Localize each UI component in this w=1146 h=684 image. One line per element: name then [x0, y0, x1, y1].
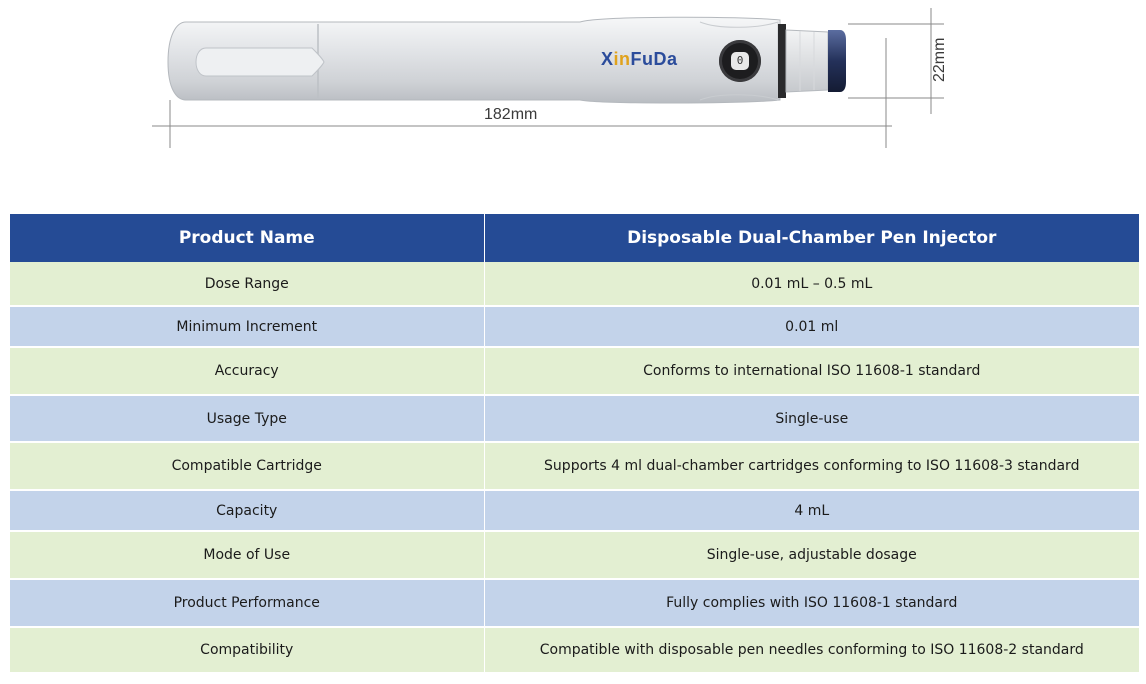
pen-clip	[196, 48, 324, 76]
table-row	[10, 347, 1139, 395]
spec-table	[10, 214, 1139, 674]
table-row	[10, 442, 1139, 490]
pen-cap	[828, 30, 846, 92]
row-value: Supports 4 ml dual-chamber cartridges conforming to ISO 11608-3 standard	[484, 442, 1139, 490]
table-header-row	[10, 214, 1139, 262]
header-label-cell: Product Name	[10, 214, 484, 262]
pen-ring	[778, 24, 786, 98]
row-label: Mode of Use	[10, 531, 484, 579]
row-value: Conforms to international ISO 11608-1 standard	[484, 347, 1139, 395]
brand-logo: XinFuDa	[601, 49, 678, 69]
diameter-dimension-label: 22mm	[931, 37, 948, 82]
table-row	[10, 579, 1139, 627]
row-value: Single-use	[484, 395, 1139, 442]
length-dimension-label: 182mm	[484, 106, 538, 123]
row-label: Compatible Cartridge	[10, 442, 484, 490]
table-row	[10, 531, 1139, 579]
row-label: Accuracy	[10, 347, 484, 395]
row-label: Product Performance	[10, 579, 484, 627]
row-label: Compatibility	[10, 627, 484, 673]
row-value: Fully complies with ISO 11608-1 standard	[484, 579, 1139, 627]
product-figure	[0, 0, 1146, 200]
row-label: Dose Range	[10, 262, 484, 306]
row-value: 0.01 mL – 0.5 mL	[484, 262, 1139, 306]
table-row	[10, 627, 1139, 673]
header-value-cell: Disposable Dual-Chamber Pen Injector	[484, 214, 1139, 262]
row-label: Capacity	[10, 490, 484, 531]
row-label: Minimum Increment	[10, 306, 484, 347]
table-row	[10, 395, 1139, 442]
dose-window	[719, 40, 761, 82]
dose-digit: 0	[731, 52, 749, 70]
row-value: Single-use, adjustable dosage	[484, 531, 1139, 579]
row-value: 4 mL	[484, 490, 1139, 531]
table-row	[10, 306, 1139, 347]
row-value: 0.01 ml	[484, 306, 1139, 347]
pen-illustration	[0, 0, 1146, 200]
table-row	[10, 490, 1139, 531]
pen-collar	[786, 30, 828, 92]
row-label: Usage Type	[10, 395, 484, 442]
table-row	[10, 262, 1139, 306]
row-value: Compatible with disposable pen needles conforming to ISO 11608-2 standard	[484, 627, 1139, 673]
